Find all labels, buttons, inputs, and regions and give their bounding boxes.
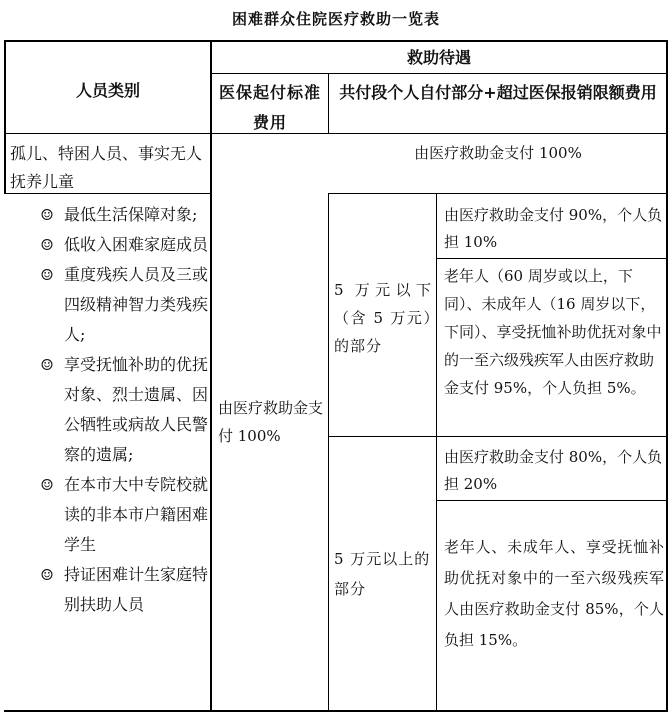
row2-category-list	[30, 200, 210, 620]
header-category: 人员类别	[75, 81, 140, 100]
row1-category: 孤儿、特困人员、事实无人抚养儿童	[10, 144, 203, 191]
above5-label: 5 万元以上的部分	[334, 550, 431, 598]
category-text: 在本市大中专院校就读的非本市户籍困难学生	[64, 475, 209, 554]
smiley-icon: ☺	[40, 206, 54, 224]
category-list-item	[30, 350, 210, 470]
table-title: 困难群众住院医疗救助一览表	[231, 10, 440, 28]
below5-general: 由医疗救助金支付 90%，个人负担 10%	[444, 206, 663, 251]
category-list-item	[30, 230, 210, 260]
header-threshold: 医保起付标准费用	[218, 83, 321, 132]
category-text: 持证困难计生家庭特别扶助人员	[64, 565, 209, 614]
above5-special: 老年人、未成年人、享受抚恤补助优抚对象中的一至六级残疾军人由医疗救助金支付 85%，个人负担 15%。	[444, 538, 664, 649]
below5-label: 5 万元以下（含 5 万元）的部分	[334, 281, 432, 355]
smiley-icon: ☺	[40, 236, 54, 254]
category-text: 最低生活保障对象;	[64, 205, 198, 224]
above5-general: 由医疗救助金支付 80%，个人负担 20%	[444, 448, 663, 493]
category-list-item	[30, 560, 210, 620]
category-text: 低收入困难家庭成员	[64, 235, 209, 254]
row2-threshold-payment: 由医疗救助金支付 100%	[218, 399, 324, 445]
row1-payment: 由医疗救助金支付 100%	[414, 144, 582, 162]
smiley-icon: ☺	[40, 476, 54, 494]
category-list-item	[30, 470, 210, 560]
header-copay: 共付段个人自付部分+超过医保报销限额费用	[339, 83, 657, 102]
category-list-item	[30, 200, 210, 230]
below5-special: 老年人（60 周岁或以上，下同）、未成年人（16 周岁以下，下同）、享受抚恤补助优抚对象中的一至六级残疾军人由医疗救助金支付 95%，个人负担 5%。	[444, 267, 662, 397]
header-treatment: 救助待遇	[406, 48, 471, 67]
smiley-icon: ☺	[40, 566, 54, 584]
smiley-icon: ☺	[40, 356, 54, 374]
category-text: 重度残疾人员及三或四级精神智力类残疾人;	[64, 265, 209, 344]
smiley-icon: ☺	[40, 266, 54, 284]
category-list-item	[30, 260, 210, 350]
category-text: 享受抚恤补助的优抚对象、烈士遗属、因公牺牲或病故人民警察的遗属;	[64, 355, 209, 464]
